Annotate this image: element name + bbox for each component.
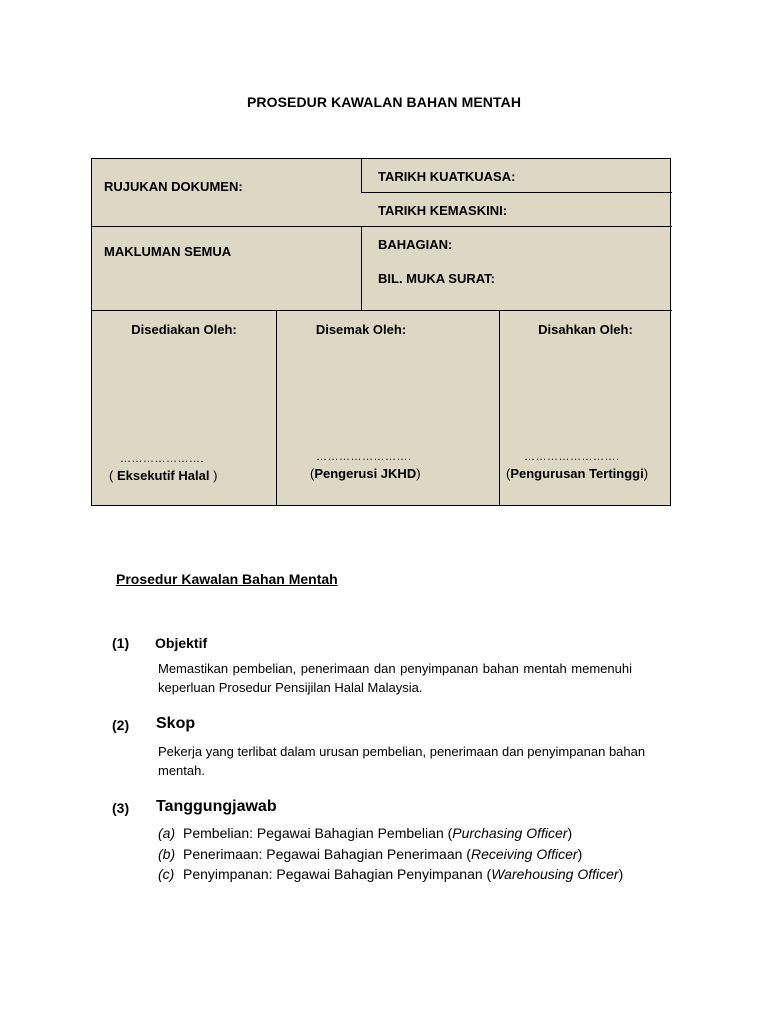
section-number: (3) [112, 800, 130, 816]
tarikh-kemaskini-label: TARIKH KEMASKINI: [378, 203, 508, 218]
divider [92, 226, 672, 227]
responsibility-item: (a) Pembelian: Pegawai Bahagian Pembelian (Purchasing Officer) [158, 825, 573, 841]
divider [92, 310, 672, 311]
signature-line: …………………. [120, 453, 205, 465]
signature-line: ……………………. [316, 451, 412, 463]
disahkan-oleh-heading: Disahkan Oleh: [538, 322, 633, 337]
skop-text: Pekerja yang terlibat dalam urusan pembelian, penerimaan dan penyimpanan bahan mentah. [158, 744, 646, 778]
pengerusi-jkhd-role: (Pengerusi JKHD) [310, 466, 421, 481]
bil-muka-surat-label: BIL. MUKA SURAT: [378, 271, 495, 286]
rujukan-dokumen-label: RUJUKAN DOKUMEN: [104, 179, 243, 194]
divider [276, 310, 277, 506]
divider [361, 226, 362, 310]
pengurusan-tertinggi-role: (Pengurusan Tertinggi) [506, 466, 649, 481]
bahagian-label: BAHAGIAN: [378, 237, 453, 252]
eksekutif-halal-role: ( Eksekutif Halal ) [109, 468, 218, 483]
responsibility-item: (c) Penyimpanan: Pegawai Bahagian Penyimpanan (Warehousing Officer) [158, 866, 624, 882]
signature-line: ……………………. [524, 451, 620, 463]
divider [361, 159, 362, 193]
divider [499, 310, 500, 506]
disemak-oleh-heading: Disemak Oleh: [315, 322, 407, 337]
tarikh-kuatkuasa-label: TARIKH KUATKUASA: [378, 169, 516, 184]
document-header-table [91, 158, 671, 506]
section-title-tanggungjawab: Tanggungjawab [156, 798, 277, 815]
makluman-label: MAKLUMAN SEMUA [104, 244, 232, 259]
section-number: (1) [112, 635, 130, 651]
responsibility-item: (b) Penerimaan: Pegawai Bahagian Penerimaan (Receiving Officer) [158, 846, 583, 862]
divider [361, 192, 672, 193]
disediakan-oleh-heading: Disediakan Oleh: [131, 322, 237, 337]
objektif-text: Memastikan pembelian, penerimaan dan penyimpanan bahan mentah memenuhi keperluan Prosedur Pensijilan Halal Malaysia. [158, 661, 632, 695]
section-number: (2) [112, 717, 130, 733]
section-title-skop: Skop [156, 715, 196, 732]
document-title: PROSEDUR KAWALAN BAHAN MENTAH [246, 94, 522, 110]
procedure-heading: Prosedur Kawalan Bahan Mentah [116, 571, 338, 587]
section-title-objektif: Objektif [155, 635, 208, 651]
